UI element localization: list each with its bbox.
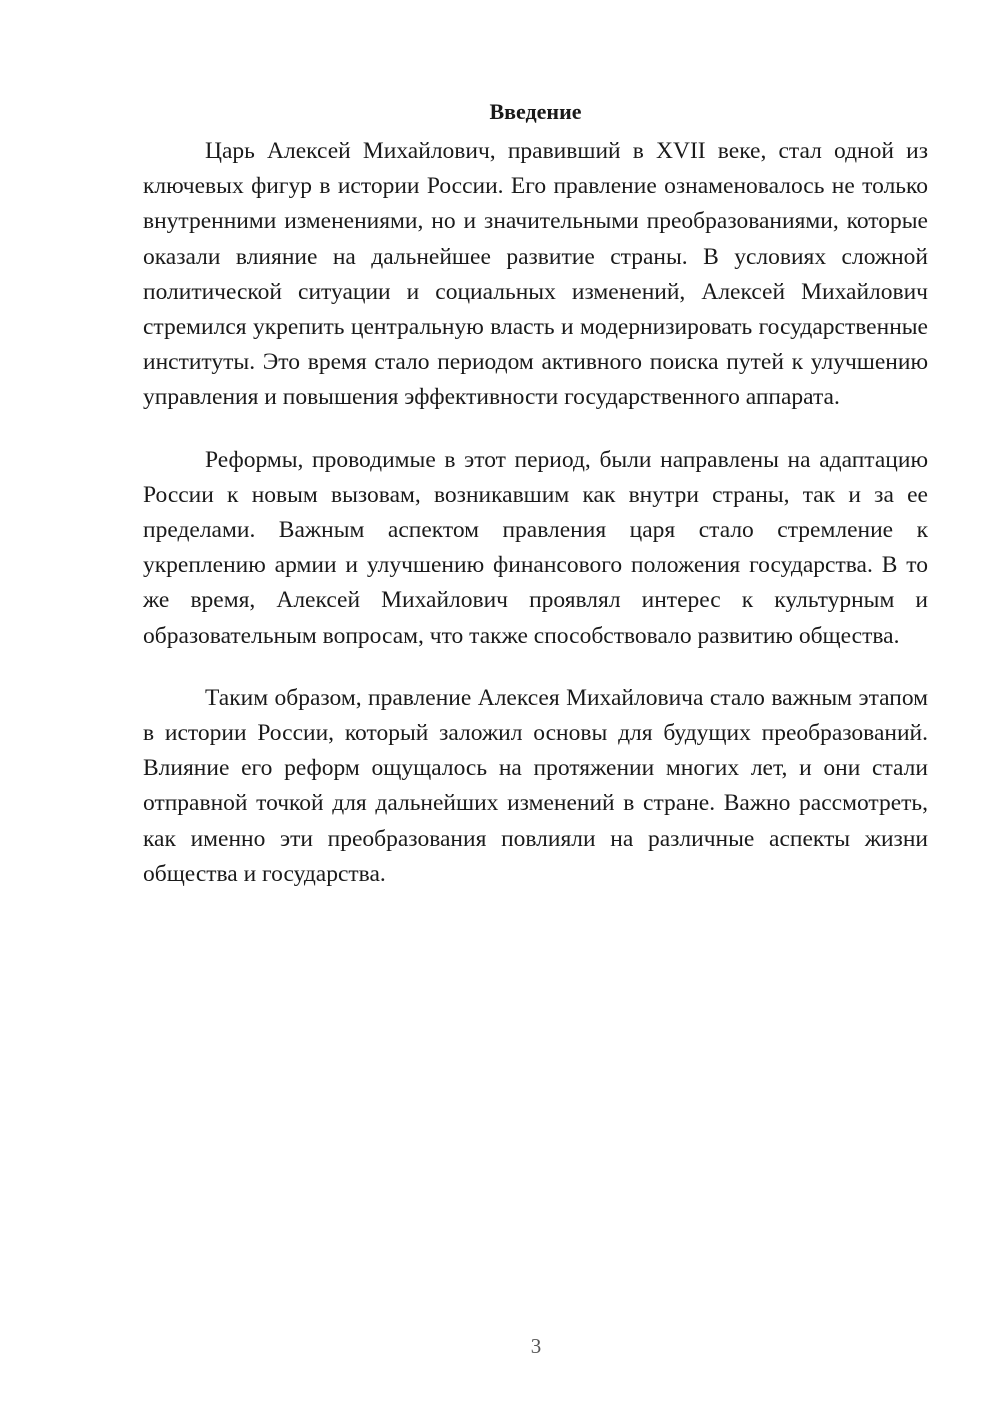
paragraph-1: Царь Алексей Михайлович, правивший в XVII веке, стал одной из ключевых фигур в истории России. Его правление ознаменовалось не только внутренними изменениями, но и значительными преобразованиями, которые оказали влияние на дальнейшее развитие страны. В условиях сложной политической ситуации и социальных изменений, Алексей Михайлович стремился укрепить центральную власть и модернизировать государственные институты. Это время стало периодом активного поиска путей к улучшению управления и повышения эффективности государственного аппарата. — [143, 138, 928, 411]
page-content — [143, 96, 928, 892]
paragraph-2: Реформы, проводимые в этот период, были направлены на адаптацию России к новым вызовам, возникавшим как внутри страны, так и за ее пределами. Важным аспектом правления царя стало стремление к укреплению армии и улучшению финансового положения государства. В то же время, Алексей Михайлович проявлял интерес к культурным и образовательным вопросам, что также способствовало развитию общества. — [143, 446, 928, 649]
paragraph-3: Таким образом, правление Алексея Михайловича стало важным этапом в истории России, который заложил основы для будущих преобразований. Влияние его реформ ощущалось на протяжении многих лет, и они стали отправной точкой для дальнейших изменений в стране. Важно рассмотреть, как именно эти преобразования повлияли на различные аспекты жизни общества и государства. — [143, 684, 928, 887]
section-heading: Введение — [489, 99, 582, 124]
page-number: 3 — [530, 1334, 542, 1358]
